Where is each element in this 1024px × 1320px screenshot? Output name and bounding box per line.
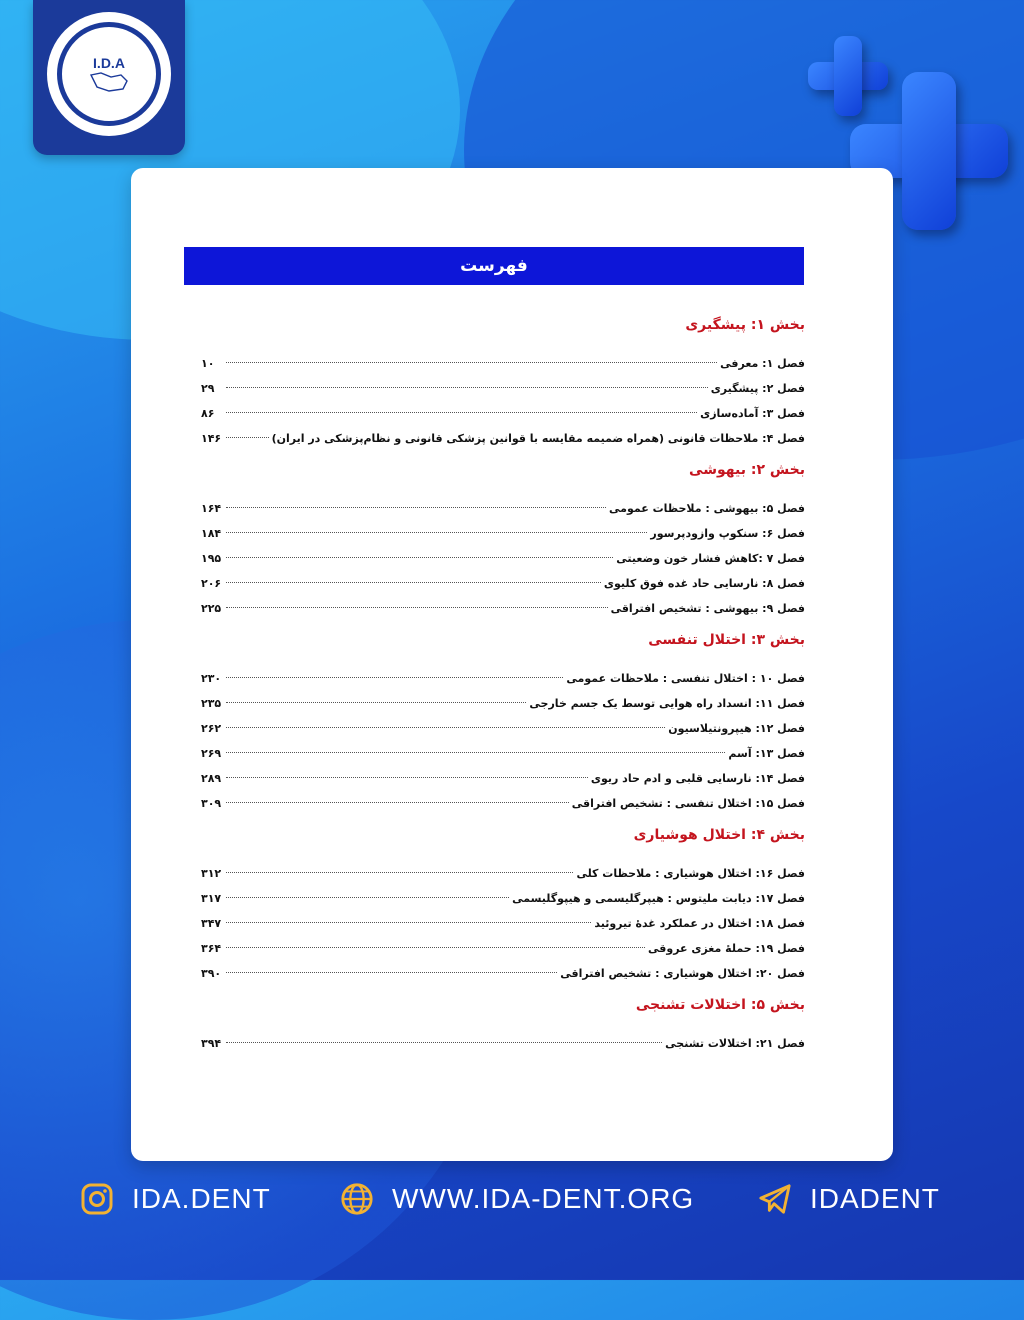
section-title: بخش ۲: بیهوشی [689,462,805,478]
chapter-title: فصل ۸: نارسایی حاد غده فوق کلیوی [603,577,805,590]
dot-leader [226,777,588,778]
toc-entry[interactable] [201,1031,805,1056]
website-link[interactable] [340,1182,694,1216]
toc-entry[interactable] [201,376,805,401]
dot-leader [226,582,601,583]
dot-leader [226,802,569,803]
logo [47,12,171,136]
page-number: ۱۹۵ [201,552,222,565]
toc-entry[interactable] [201,521,805,546]
chapter-title: فصل ۱: معرفی [720,357,805,370]
website-url: WWW.IDA-DENT.ORG [392,1183,695,1214]
dot-leader [226,947,645,948]
toc-entry[interactable] [201,741,805,766]
toc-page [131,168,893,1161]
dot-leader [226,702,526,703]
dot-leader [226,1042,662,1043]
telegram-link[interactable] [758,1182,940,1216]
telegram-handle: IDADENT [810,1183,940,1214]
chapter-title: فصل ۶: سنکوپ وازودپرسور [650,527,805,540]
page-number: ۲۶۹ [201,747,222,760]
chapter-title: فصل ۱۸: اختلال در عملکرد غدهٔ تیروئید [594,917,805,930]
chapter-title: فصل ۴: ملاحظات قانونی (همراه ضمیمه مقایسه با قوانین پزشکی قانونی و نظام‌پزشکی در ایران) [271,432,805,445]
dot-leader [226,507,606,508]
chapter-title: فصل ۱۰ : اختلال تنفسی : ملاحظات عمومی [566,672,805,685]
page-number: ۲۳۵ [201,697,222,710]
page-number: ۳۹۴ [201,1037,222,1050]
section-title: بخش ۱: پیشگیری [685,317,805,333]
page-number: ۳۱۲ [201,867,222,880]
toc-entry[interactable] [201,426,805,451]
page-number: ۳۴۷ [201,917,222,930]
chapter-title: فصل ۱۶: اختلال هوشیاری : ملاحظات کلی [576,867,805,880]
chapter-title: فصل ۱۳: آسم [728,747,805,760]
page-number: ۱۸۴ [201,527,222,540]
chapter-title: فصل ۱۷: دیابت ملیتوس : هیپرگلیسمی و هیپوگلیسمی [512,892,805,905]
toc-header [184,247,804,285]
chapter-title: فصل ۱۴: نارسایی قلبی و ادم حاد ریوی [590,772,805,785]
page-number: ۲۲۵ [201,602,222,615]
dot-leader [226,607,608,608]
dot-leader [226,557,613,558]
chapter-title: فصل ۲: پیشگیری [710,382,805,395]
toc-entry[interactable] [201,911,805,936]
toc-entry[interactable] [201,716,805,741]
page-number: ۳۹۰ [201,967,222,980]
chapter-title: فصل ۱۹: حملهٔ مغزی عروقی [648,942,805,955]
toc-entry[interactable] [201,691,805,716]
toc-entry[interactable] [201,766,805,791]
toc-entry[interactable] [201,791,805,816]
page-number: ۱۶۴ [201,502,222,515]
footer [0,1170,1024,1232]
toc-entry[interactable] [201,666,805,691]
page-number: ۳۶۴ [201,942,222,955]
toc-entry[interactable] [201,886,805,911]
dot-leader [226,727,665,728]
section-title: بخش ۴: اختلال هوشیاری [633,827,805,843]
page-number: ۲۸۹ [201,772,222,785]
telegram-icon [758,1182,792,1216]
chapter-title: فصل ۷ :کاهش فشار خون وضعیتی [616,552,805,565]
page-number: ۲۹ [201,382,215,395]
toc-entry[interactable] [201,401,805,426]
chapter-title: فصل ۱۲: هیپرونتیلاسیون [668,722,805,735]
chapter-title: فصل ۳: آماده‌سازی [700,407,805,420]
chapter-title: فصل ۱۵: اختلال تنفسی : تشخیص افتراقی [571,797,805,810]
page-number: ۲۳۰ [201,672,222,685]
page-number: ۱۴۶ [201,432,222,445]
page-number: ۱۰ [201,357,215,370]
section-title: بخش ۵: اختلالات تشنجی [635,997,805,1013]
globe-icon [340,1182,374,1216]
page-number: ۳۰۹ [201,797,222,810]
logo-badge [33,0,185,155]
dot-leader [226,922,591,923]
toc-entry[interactable] [201,496,805,521]
instagram-link[interactable] [80,1182,271,1216]
dot-leader [226,752,725,753]
page-number: ۸۶ [201,407,215,420]
section-title: بخش ۳: اختلال تنفسی [648,632,805,648]
chapter-title: فصل ۲۰: اختلال هوشیاری : تشخیص افتراقی [560,967,805,980]
page-number: ۳۱۷ [201,892,222,905]
toc-entry[interactable] [201,351,805,376]
dot-leader [226,972,557,973]
logo-initials: I.D.A [93,55,125,71]
iran-map-icon [87,71,131,93]
toc-entry[interactable] [201,936,805,961]
dot-leader [226,872,573,873]
chapter-title: فصل ۹: بیهوشی : تشخیص افتراقی [610,602,805,615]
page-number: ۲۰۶ [201,577,222,590]
chapter-title: فصل ۲۱: اختلالات تشنجی [665,1037,805,1050]
dot-leader [226,387,708,388]
dot-leader [226,897,509,898]
instagram-handle: IDA.DENT [132,1183,271,1214]
instagram-icon [80,1182,114,1216]
toc-title: فهرست [460,256,528,276]
dot-leader [226,437,269,438]
dot-leader [226,362,717,363]
dot-leader [226,532,647,533]
toc-entry[interactable] [201,861,805,886]
toc-entry[interactable] [201,571,805,596]
toc-entry[interactable] [201,546,805,571]
chapter-title: فصل ۵: بیهوشی : ملاحظات عمومی [609,502,805,515]
chapter-title: فصل ۱۱: انسداد راه هوایی توسط یک جسم خارجی [529,697,805,710]
dot-leader [226,677,563,678]
toc-entry[interactable] [201,961,805,986]
table-of-contents [201,313,805,1056]
dot-leader [226,412,697,413]
page-number: ۲۶۲ [201,722,222,735]
toc-entry[interactable] [201,596,805,621]
